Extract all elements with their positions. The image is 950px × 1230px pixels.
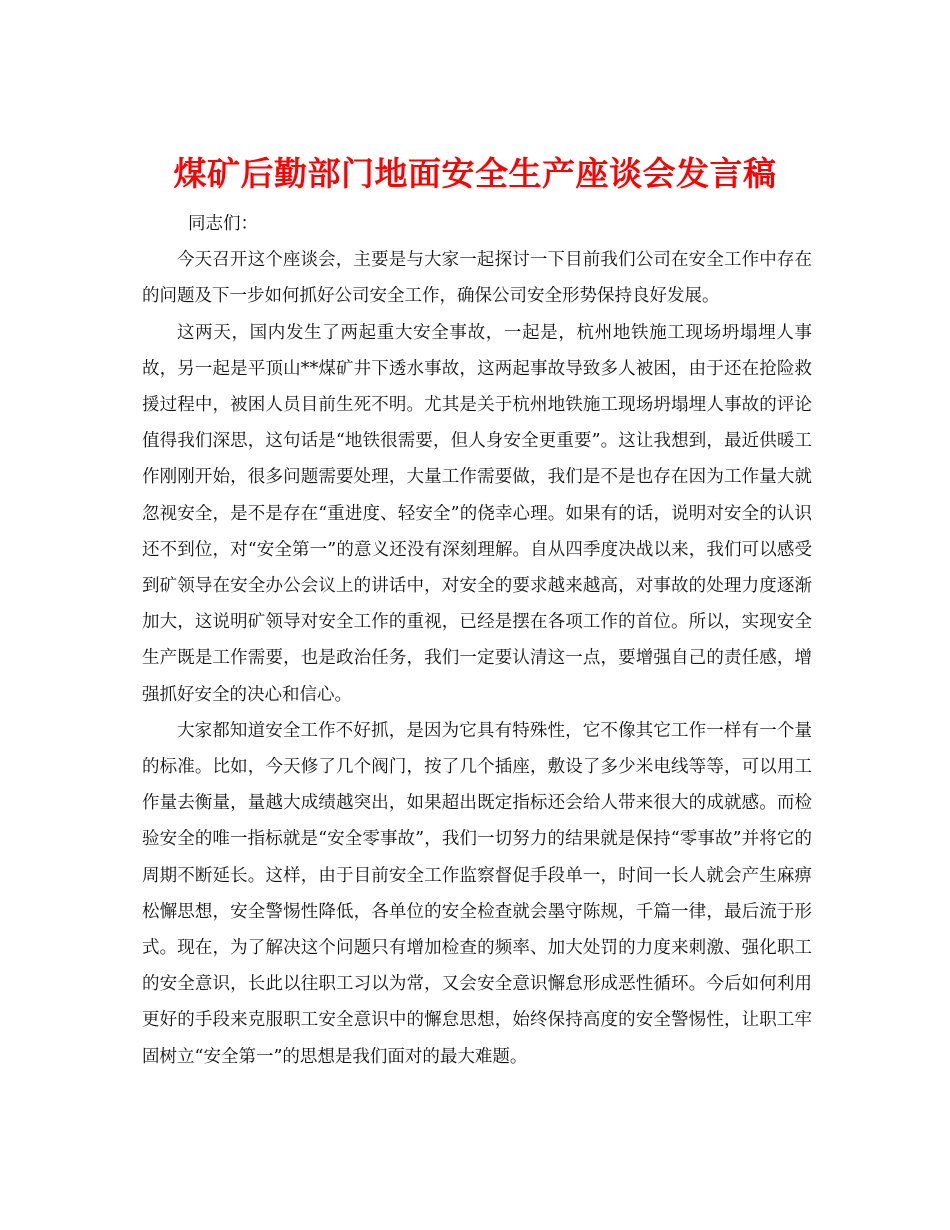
document-body (142, 206, 812, 1075)
salutation: 同志们： (188, 214, 258, 234)
document-title: 煤矿后勤部门地面安全生产座谈会发言稿 (173, 154, 777, 194)
paragraph-3: 大家都知道安全工作不好抓，是因为它具有特殊性，它不像其它工作一样有一个量的标准。比如，今天修了几个阀门，按了几个插座，敷设了多少米电线等等，可以用工作量去衡量，量越大成绩越突出，如果超出既定指标还会给人带来很大的成就感。而检验安全的唯一指标就是“安全零事故”，我们一切努力的结果就是保持“零事故”并将它的周期不断延长。这样，由于目前安全工作监察督促手段单一，时间一长人就会产生麻痹松懈思想，安全警惕性降低，各单位的安全检查就会墨守陈规，千篇一律，最后流于形式。现在，为了解决这个问题只有增加检查的频率、加大处罚的力度来刺激、强化职工的安全意识，长此以往职工习以为常，又会安全意识懈怠形成恶性循环。今后如何利用更好的手段来克服职工安全意识中的懈怠思想，始终保持高度的安全警惕性，让职工牢固树立“安全第一”的思想是我们面对的最大难题。 (142, 720, 812, 1067)
paragraph-2: 这两天，国内发生了两起重大安全事故，一起是，杭州地铁施工现场坍塌埋人事故，另一起是平顶山**煤矿井下透水事故，这两起事故导致多人被困，由于还在抢险救援过程中，被困人员目前生死不明。尤其是关于杭州地铁施工现场坍塌埋人事故的评论值得我们深思，这句话是“地铁很需要，但人身安全更重要”。这让我想到，最近供暖工作刚刚开始，很多问题需要处理，大量工作需要做，我们是不是也存在因为工作量大就忽视安全，是不是存在“重进度、轻安全”的侥幸心理。如果有的话，说明对安全的认识还不到位，对“安全第一”的意义还没有深刻理解。自从四季度决战以来，我们可以感受到矿领导在安全办公会议上的讲话中，对安全的要求越来越高，对事故的处理力度逐渐加大，这说明矿领导对安全工作的重视，已经是摆在各项工作的首位。所以，实现安全生产既是工作需要，也是政治任务，我们一定要认清这一点，要增强自己的责任感，增强抓好安全的决心和信心。 (142, 322, 812, 705)
paragraph-1: 今天召开这个座谈会，主要是与大家一起探讨一下目前我们公司在安全工作中存在的问题及下一步如何抓好公司安全工作，确保公司安全形势保持良好发展。 (142, 250, 812, 307)
